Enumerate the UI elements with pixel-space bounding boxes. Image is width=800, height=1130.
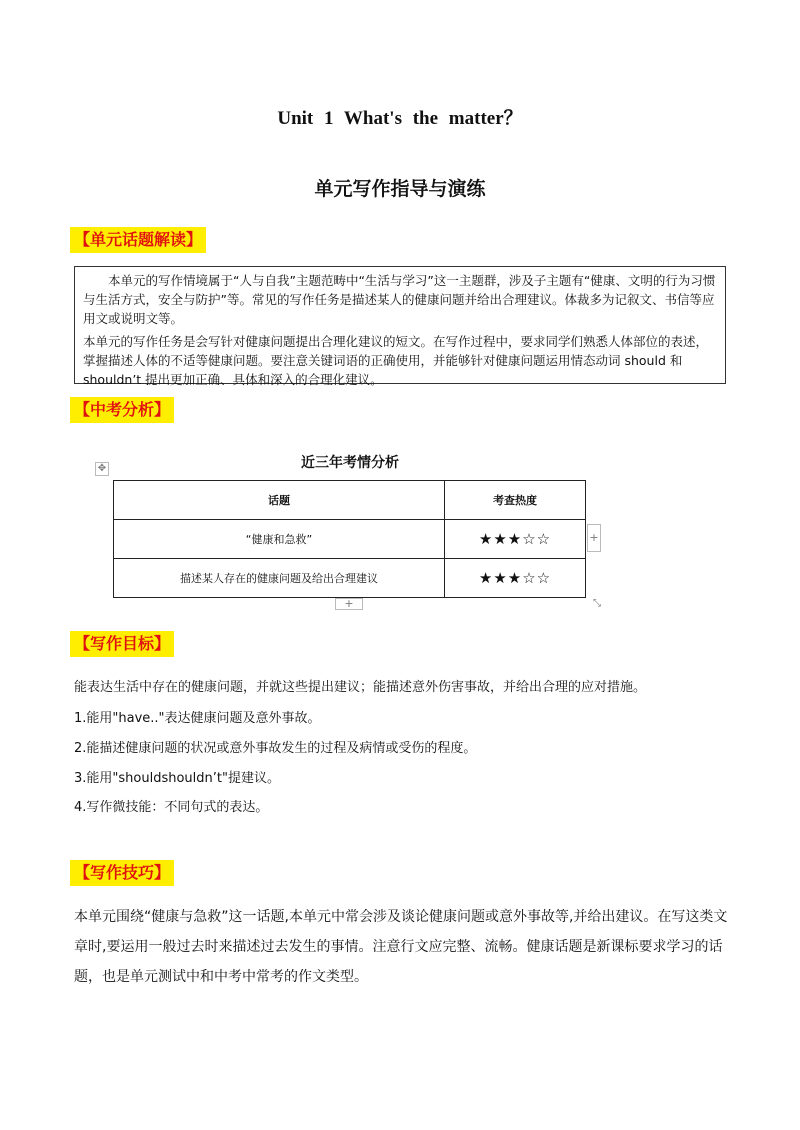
goals-intro: 能表达生活中存在的健康问题，并就这些提出建议；能描述意外伤害事故，并给出合理的应对措施。	[74, 680, 647, 695]
goal-item: 1.能用"have.."表达健康问题及意外事故。	[74, 711, 321, 726]
intro-paragraph-1: 本单元的写作情境属于“人与自我”主题范畴中“生活与学习”这一主题群，涉及子主题有“健康、文明的行为习惯与生活方式，安全与防护”等。常见的写作任务是描述某人的健康问题并给出合理建议。体裁多为记叙文、书信等应用文或说明文等。	[83, 273, 716, 326]
goal-item: 4.写作微技能：不同句式的表达。	[74, 800, 269, 815]
table-resize-icon[interactable]: ⤡	[593, 598, 601, 609]
exam-table	[113, 480, 586, 598]
table-header-heat: 考查热度	[445, 481, 586, 520]
table-row	[114, 559, 586, 598]
table-cell-heat: ★★★☆☆	[445, 520, 586, 559]
topic-intro-box	[74, 266, 726, 387]
table-row	[114, 520, 586, 559]
exam-table-title: 近三年考情分析	[301, 455, 399, 471]
exam-analysis	[95, 450, 610, 610]
section-tag-tips: 【写作技巧】	[70, 860, 174, 886]
add-column-icon[interactable]: +	[587, 524, 601, 552]
section-tag-topic: 【单元话题解读】	[70, 227, 206, 253]
table-header-topic: 话题	[114, 481, 445, 520]
section-tag-goals: 【写作目标】	[70, 631, 174, 657]
intro-paragraph-2: 本单元的写作任务是会写针对健康问题提出合理化建议的短文。在写作过程中，要求同学们熟悉人体部位的表述，掌握描述人体的不适等健康问题。要注意关键词语的正确使用，并能够针对健康问题运用情态动词 should 和 shouldn’t 提出更加正确、具体和深入的合理化建议。	[83, 334, 709, 387]
table-cell-topic: “健康和急救”	[114, 520, 445, 559]
table-cell-heat: ★★★☆☆	[445, 559, 586, 598]
table-move-icon[interactable]: ✥	[95, 462, 109, 476]
goal-item: 2.能描述健康问题的状况或意外事故发生的过程及病情或受伤的程度。	[74, 741, 477, 756]
goal-item: 3.能用"shouldshouldn’t"提建议。	[74, 771, 280, 786]
table-header-row	[114, 481, 586, 520]
tips-paragraph: 本单元围绕“健康与急救”这一话题,本单元中常会涉及谈论健康问题或意外事故等,并给出建议。在写这类文章时,要运用一般过去时来描述过去发生的事情。注意行文应完整、流畅。健康话题是新课标要求学习的话题，也是单元测试中和中考中常考的作文类型。	[74, 909, 728, 985]
writing-tips	[74, 902, 734, 992]
table-cell-topic: 描述某人存在的健康问题及给出合理建议	[114, 559, 445, 598]
section-tag-exam: 【中考分析】	[70, 397, 174, 423]
page-subtitle: 单元写作指导与演练	[314, 178, 486, 200]
add-row-icon[interactable]: +	[335, 598, 363, 610]
page-title: Unit 1 What's the matter？	[277, 108, 523, 129]
